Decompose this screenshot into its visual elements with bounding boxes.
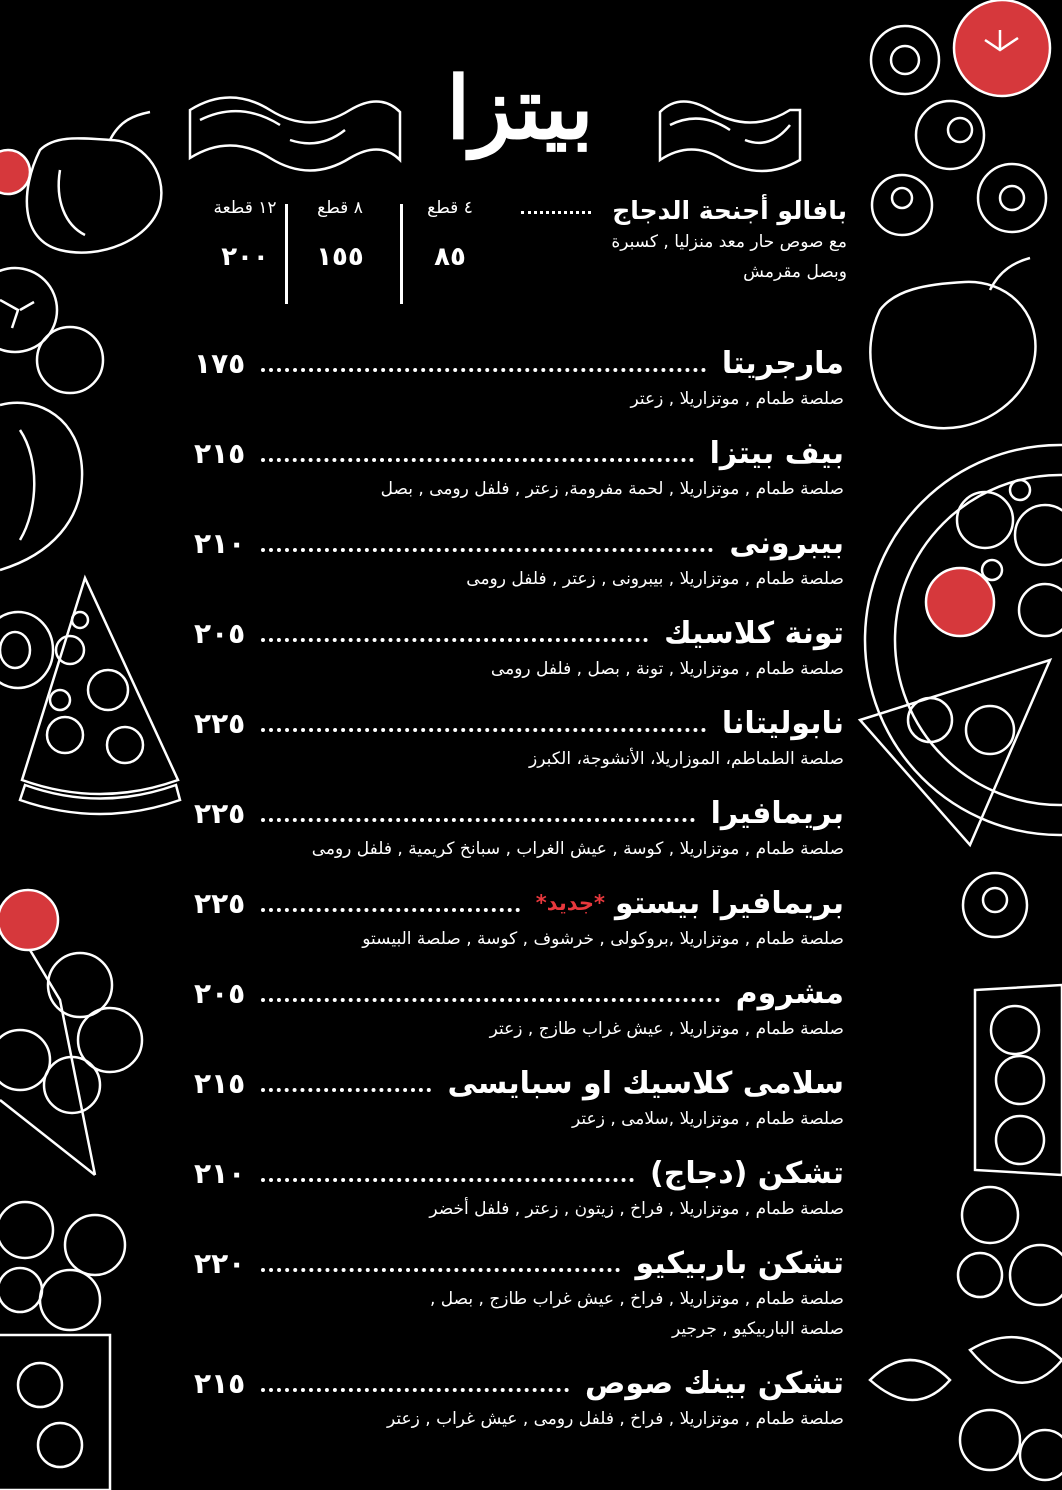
size-label: ١٢ قطعة (213, 198, 277, 218)
dot-leader (261, 368, 706, 372)
item-description: صلصة طمام , موتزاريلا , كوسة , عيش الغراب , سبانخ كريمية , فلفل رومى (311, 839, 844, 859)
size-8-pieces (290, 198, 390, 272)
divider (285, 204, 288, 304)
menu-item (194, 1362, 844, 1442)
title-banner-left (190, 98, 400, 171)
size-12-pieces (195, 198, 295, 272)
tomato-icon (0, 890, 142, 1175)
item-price: ٢٠٥ (194, 976, 246, 1010)
wings-sizes (195, 198, 485, 308)
basil-icon (870, 1337, 1062, 1480)
item-description: صلصة طمام , موتزاريلا , تونة , بصل , فلفل رومى (490, 659, 844, 679)
item-description: صلصة طمام , موتزاريلا , فراخ , زيتون , زعتر , فلفل أخضر (429, 1199, 844, 1219)
item-price: ٢٢٥ (194, 706, 246, 740)
item-name: بيف بيتزا (709, 435, 844, 471)
item-name: مشروم (735, 975, 844, 1011)
bell-pepper-icon (27, 112, 162, 253)
item-name: نابوليتانا (721, 705, 844, 741)
item-price: ٢٢٥ (194, 796, 246, 830)
pizza-icon (860, 445, 1062, 845)
item-price: ٢٢٥ (194, 886, 246, 920)
tomato-icon (0, 268, 103, 393)
mushroom-icon (871, 26, 939, 94)
olive-icon (872, 101, 1046, 235)
dot-leader (261, 998, 719, 1002)
new-badge: *جديد* (535, 891, 606, 915)
bell-pepper-icon (870, 258, 1035, 428)
tomato-icon (0, 1202, 125, 1330)
item-name: سلامى كلاسيك او سبايسى (447, 1065, 844, 1101)
wings-desc-line: وبصل مقرمش (743, 262, 847, 282)
size-label: ٤ قطع (427, 198, 473, 218)
wings-desc-line: مع صوص حار معد منزليا , كسبرة (611, 232, 847, 252)
bell-pepper-icon (0, 403, 82, 570)
dot-leader (261, 818, 694, 822)
item-description: صلصة طمام , موتزاريلا ,بروكولى , خرشوف , كوسة , صلصة البيستو (362, 929, 844, 949)
dot-leader (261, 1178, 634, 1182)
item-description: صلصة طمام , موتزاريلا , فراخ , عيش غراب طازج , بصل , (429, 1289, 844, 1309)
menu-item (194, 1152, 844, 1232)
size-price: ٨٥ (434, 242, 466, 272)
menu-item (194, 432, 844, 512)
menu-item (194, 882, 844, 962)
dot-leader (261, 548, 713, 552)
menu-item (194, 1062, 844, 1142)
item-price: ٢١٠ (194, 526, 246, 560)
item-name: بريمافيرا (710, 795, 844, 831)
dot-leader (261, 728, 706, 732)
item-name: تونة كلاسيك (664, 615, 844, 651)
menu-item (194, 612, 844, 692)
pizza-slice-icon (20, 578, 180, 814)
item-price: ٢١٠ (194, 1156, 246, 1190)
dot-leader (521, 211, 591, 214)
item-name: بريمافيرا بيستو (615, 885, 844, 921)
dot-leader (261, 638, 648, 642)
tomato-icon (958, 1187, 1062, 1305)
item-description: صلصة الباربيكيو , جرجير (671, 1319, 844, 1339)
item-description: صلصة الطماطم، الموزاريلا، الأنشوجة، الكبرز (529, 749, 844, 769)
item-description: صلصة طمام , موتزاريلا ,سلامى , زعتر (572, 1109, 844, 1129)
item-description: صلصة طمام , موتزاريلا , لحمة مفرومة, زعتر , فلفل رومى , بصل (380, 479, 844, 499)
dot-leader (261, 1088, 431, 1092)
item-description: صلصة طمام , موتزاريلا , زعتر (630, 389, 844, 409)
dot-leader (261, 1388, 569, 1392)
menu-item (194, 702, 844, 782)
item-price: ٢١٥ (194, 1366, 246, 1400)
mushroom-icon (0, 612, 53, 688)
pizza-slice-icon (0, 1335, 110, 1490)
size-price: ٢٠٠ (221, 242, 269, 272)
wings-section (587, 196, 847, 287)
item-name: مارجريتا (721, 345, 844, 381)
wings-name-row (587, 196, 847, 225)
wings-description (587, 227, 847, 287)
pizza-slice-icon (975, 985, 1062, 1175)
item-price: ٢١٥ (194, 1066, 246, 1100)
size-4-pieces (400, 198, 500, 272)
menu-item (194, 792, 844, 872)
item-description: صلصة طمام , موتزاريلا , فراخ , فلفل رومى , عيش غراب , زعتر (387, 1409, 844, 1429)
item-description: صلصة طمام , موتزاريلا , بيبرونى , زعتر , فلفل رومى (466, 569, 844, 589)
item-name: تشكن (دجاج) (649, 1155, 844, 1191)
item-price: ٢٢٠ (194, 1246, 246, 1280)
dot-leader (261, 1268, 619, 1272)
item-price: ٢٠٥ (194, 616, 246, 650)
wings-name: بافالو أجنحة الدجاج (612, 196, 847, 225)
item-price: ٢١٥ (194, 436, 246, 470)
size-price: ١٥٥ (316, 242, 364, 272)
menu-item (194, 522, 844, 602)
item-name: بيبرونى (729, 525, 844, 561)
dot-leader (261, 908, 520, 912)
menu-item (194, 1242, 844, 1352)
item-name: تشكن باربيكيو (635, 1245, 844, 1281)
item-price: ١٧٥ (194, 346, 246, 380)
tomato-icon (0, 150, 30, 194)
menu-title: بيتزا (446, 58, 594, 159)
menu-item (194, 972, 844, 1052)
menu-item (194, 342, 844, 422)
title-banner-right (660, 101, 800, 171)
item-name: تشكن بينك صوص (585, 1365, 844, 1401)
item-description: صلصة طمام , موتزاريلا , عيش غراب طازج , زعتر (489, 1019, 844, 1039)
olive-icon (963, 873, 1027, 937)
dot-leader (261, 458, 693, 462)
size-label: ٨ قطع (317, 198, 363, 218)
